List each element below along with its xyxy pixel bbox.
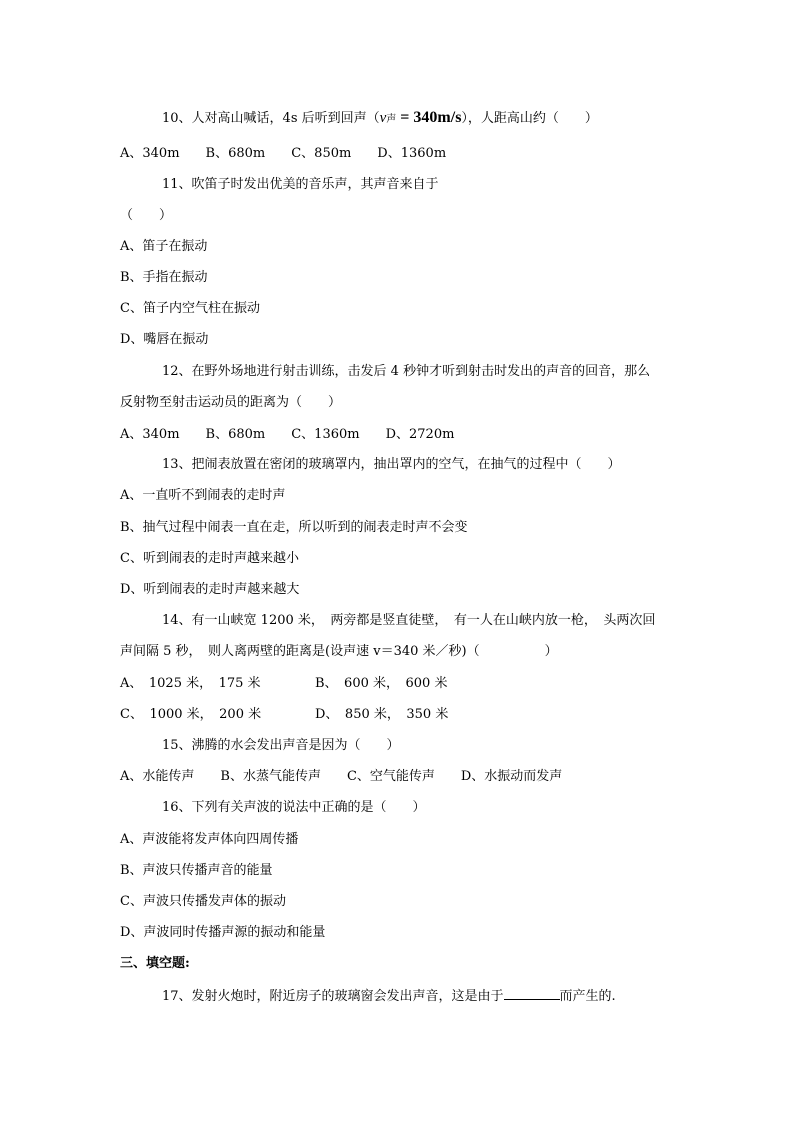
q14-option-b: B、 600 米， 600 米 xyxy=(315,676,448,691)
q11-option-c: C、笛子内空气柱在振动 xyxy=(120,301,260,316)
q17-stem: 17、发射火炮时，附近房子的玻璃窗会发出声音，这是由于 而产生的. xyxy=(162,989,616,1004)
q12-stem-2: 反射物至射击运动员的距离为（ ） xyxy=(120,395,342,410)
q14-option-a: A、 1025 米， 175 米 xyxy=(120,676,261,691)
q13-option-a: A、一直听不到闹表的走时声 xyxy=(120,488,286,503)
q11-option-b: B、手指在振动 xyxy=(120,270,208,285)
q16-option-a: A、声波能将发声体向四周传播 xyxy=(120,832,299,847)
q13-option-b: B、抽气过程中闹表一直在走，所以听到的闹表走时声不会变 xyxy=(120,520,468,535)
q16-option-c: C、声波只传播发声体的振动 xyxy=(120,894,286,909)
q11-stem: 11、吹笛子时发出优美的音乐声，其声音来自于 xyxy=(162,177,439,192)
q13-stem: 13、把闹表放置在密闭的玻璃罩内，抽出罩内的空气，在抽气的过程中（ ） xyxy=(162,457,621,472)
q11-option-a: A、笛子在振动 xyxy=(120,239,208,254)
q16-option-d: D、声波同时传播声源的振动和能量 xyxy=(120,925,326,940)
q14-stem-2: 声间隔 5 秒， 则人离两壁的距离是(设声速 v＝340 米／秒)（ ） xyxy=(120,644,558,659)
q13-option-d: D、听到闹表的走时声越来越大 xyxy=(120,582,300,597)
section-title-fill-in: 三、填空题: xyxy=(120,956,190,971)
q12-stem-1: 12、在野外场地进行射击训练，击发后 4 秒钟才听到射击时发出的声音的回音，那么 xyxy=(162,364,651,379)
q14-option-c: C、 1000 米， 200 米 xyxy=(120,707,262,722)
q10-options: A、340m B、680m C、850m D、1360m xyxy=(120,146,447,161)
q15-options: A、水能传声 B、水蒸气能传声 C、空气能传声 D、水振动而发声 xyxy=(120,769,563,784)
q11-paren: （ ） xyxy=(120,208,173,223)
q14-option-d: D、 850 米， 350 米 xyxy=(315,707,449,722)
q16-stem: 16、下列有关声波的说法中正确的是（ ） xyxy=(162,800,426,815)
q11-option-d: D、嘴唇在振动 xyxy=(120,332,209,347)
q13-option-c: C、听到闹表的走时声越来越小 xyxy=(120,551,299,566)
answer-blank[interactable] xyxy=(504,987,560,1000)
q10-stem: 10、人对高山喊话，4s 后听到回声（v声 = 340m/s），人距高山约（ ） xyxy=(162,109,598,126)
q12-options: A、340m B、680m C、1360m D、2720m xyxy=(120,427,455,442)
q16-option-b: B、声波只传播声音的能量 xyxy=(120,863,273,878)
q14-stem-1: 14、有一山峡宽 1200 米， 两旁都是竖直徒壁， 有一人在山峡内放一枪， 头两次回 xyxy=(162,613,656,628)
q15-stem: 15、沸腾的水会发出声音是因为（ ） xyxy=(162,738,400,753)
